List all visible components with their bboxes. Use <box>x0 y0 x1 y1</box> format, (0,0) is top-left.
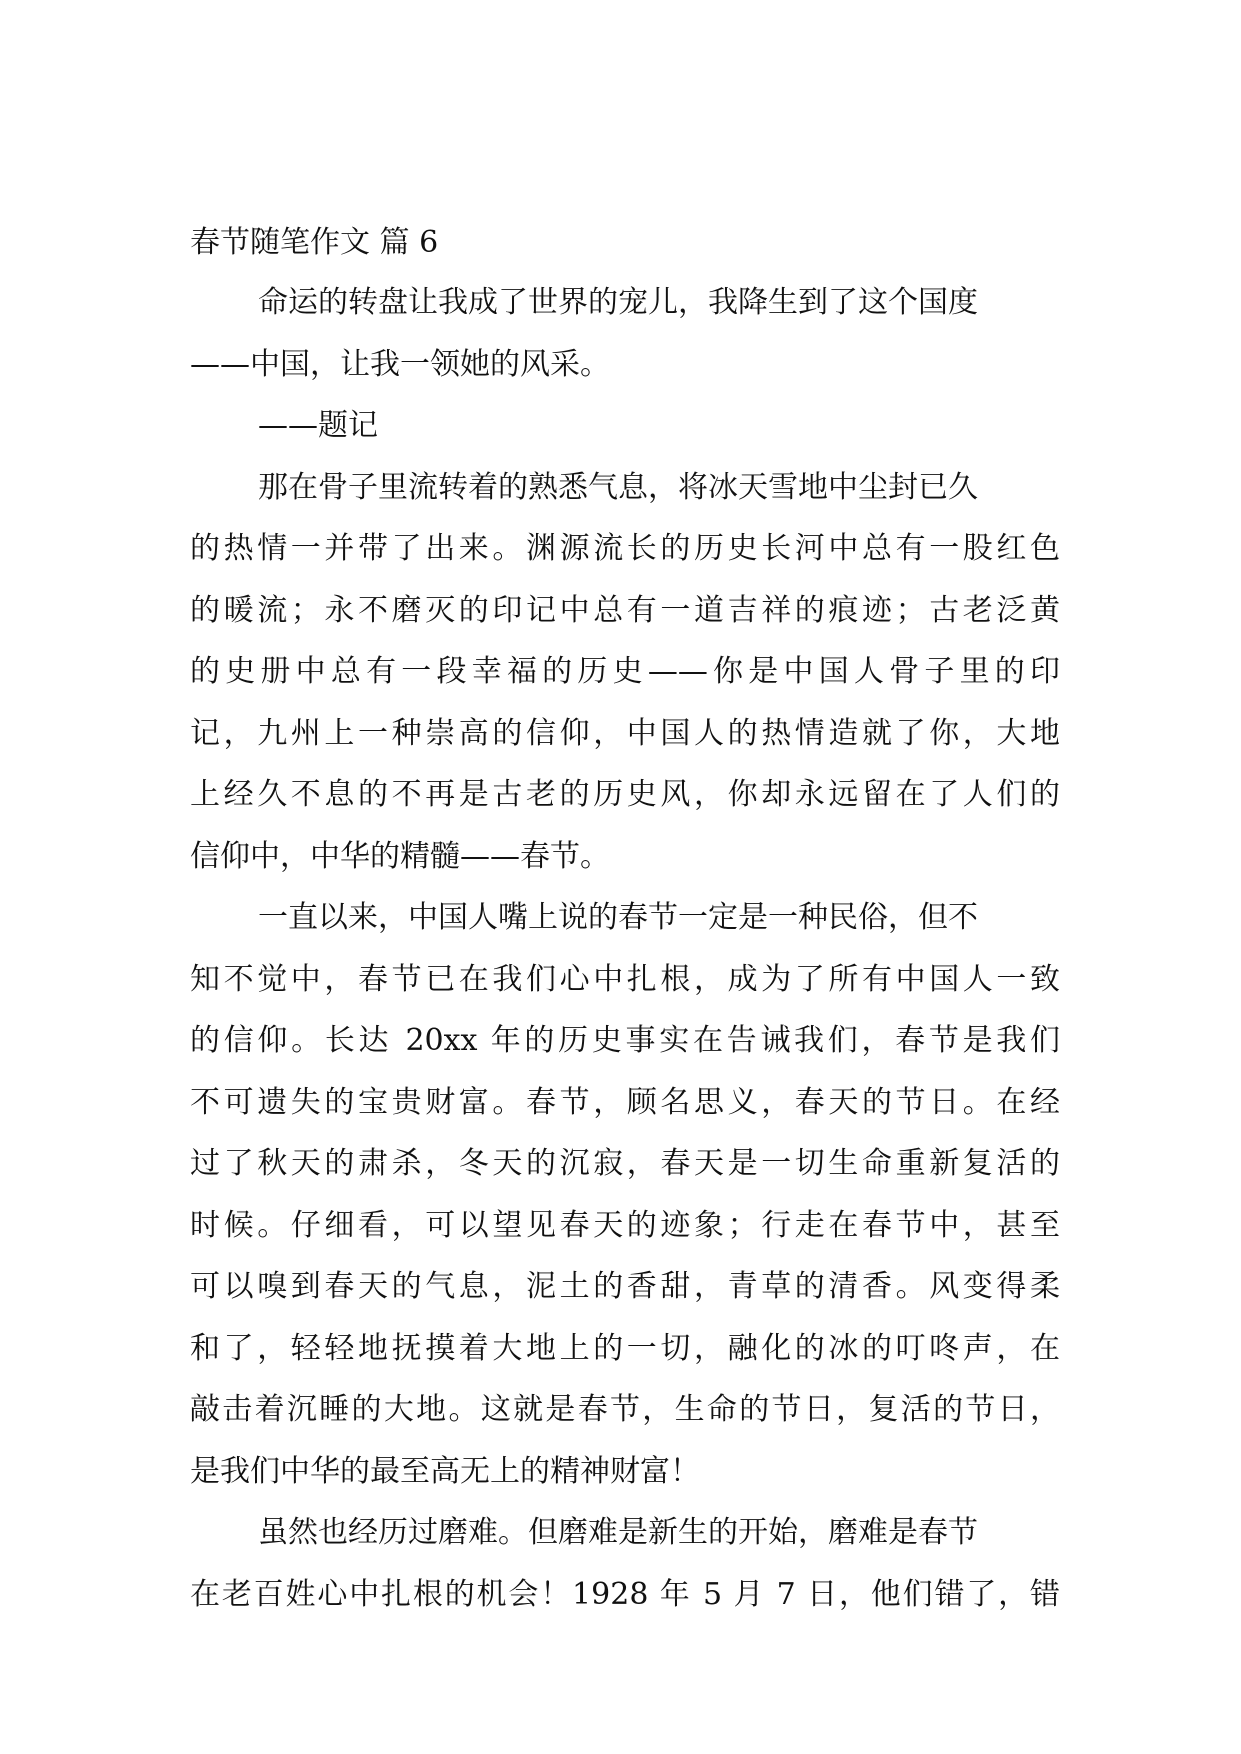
paragraph-line: 记，九州上一种崇高的信仰，中国人的热情造就了你，大地 <box>190 716 1060 751</box>
paragraph-line: 的史册中总有一段幸福的历史——你是中国人骨子里的印 <box>190 654 1060 689</box>
paragraph-line: 上经久不息的不再是古老的历史风，你却永远留在了人们的 <box>190 777 1060 812</box>
paragraph-line: 的暖流；永不磨灭的印记中总有一道吉祥的痕迹；古老泛黄 <box>190 593 1060 628</box>
paragraph-line: 那在骨子里流转着的熟悉气息，将冰天雪地中尘封已久 <box>258 470 978 505</box>
epigraph-attribution: ——题记 <box>258 408 378 443</box>
paragraph-line: 虽然也经历过磨难。但磨难是新生的开始，磨难是春节 <box>258 1515 978 1550</box>
paragraph-line: 时候。仔细看，可以望见春天的迹象；行走在春节中，甚至 <box>190 1208 1060 1243</box>
epigraph-line: 命运的转盘让我成了世界的宠儿，我降生到了这个国度 <box>258 285 978 320</box>
paragraph-line: 敲击着沉睡的大地。这就是春节，生命的节日，复活的节日， <box>190 1392 1060 1427</box>
paragraph-line: 过了秋天的肃杀，冬天的沉寂，春天是一切生命重新复活的 <box>190 1146 1060 1181</box>
paragraph-line: 在老百姓心中扎根的机会！1928 年 5 月 7 日，他们错了，错 <box>190 1577 1060 1612</box>
paragraph-line: 不可遗失的宝贵财富。春节，顾名思义，春天的节日。在经 <box>190 1085 1060 1120</box>
epigraph-line: ——中国，让我一领她的风采。 <box>190 347 610 382</box>
paragraph-line: 是我们中华的最至高无上的精神财富！ <box>190 1454 700 1489</box>
essay-title: 春节随笔作文 篇 6 <box>190 225 439 260</box>
paragraph-line: 和了，轻轻地抚摸着大地上的一切，融化的冰的叮咚声，在 <box>190 1331 1060 1366</box>
paragraph-line: 信仰中，中华的精髓——春节。 <box>190 839 610 874</box>
paragraph-line: 可以嗅到春天的气息，泥土的香甜，青草的清香。风变得柔 <box>190 1269 1060 1304</box>
paragraph-line: 的热情一并带了出来。渊源流长的历史长河中总有一股红色 <box>190 531 1060 566</box>
paragraph-line: 一直以来，中国人嘴上说的春节一定是一种民俗，但不 <box>258 900 978 935</box>
paragraph-line: 知不觉中，春节已在我们心中扎根，成为了所有中国人一致 <box>190 962 1060 997</box>
paragraph-line: 的信仰。长达 20xx 年的历史事实在告诫我们，春节是我们 <box>190 1023 1060 1058</box>
